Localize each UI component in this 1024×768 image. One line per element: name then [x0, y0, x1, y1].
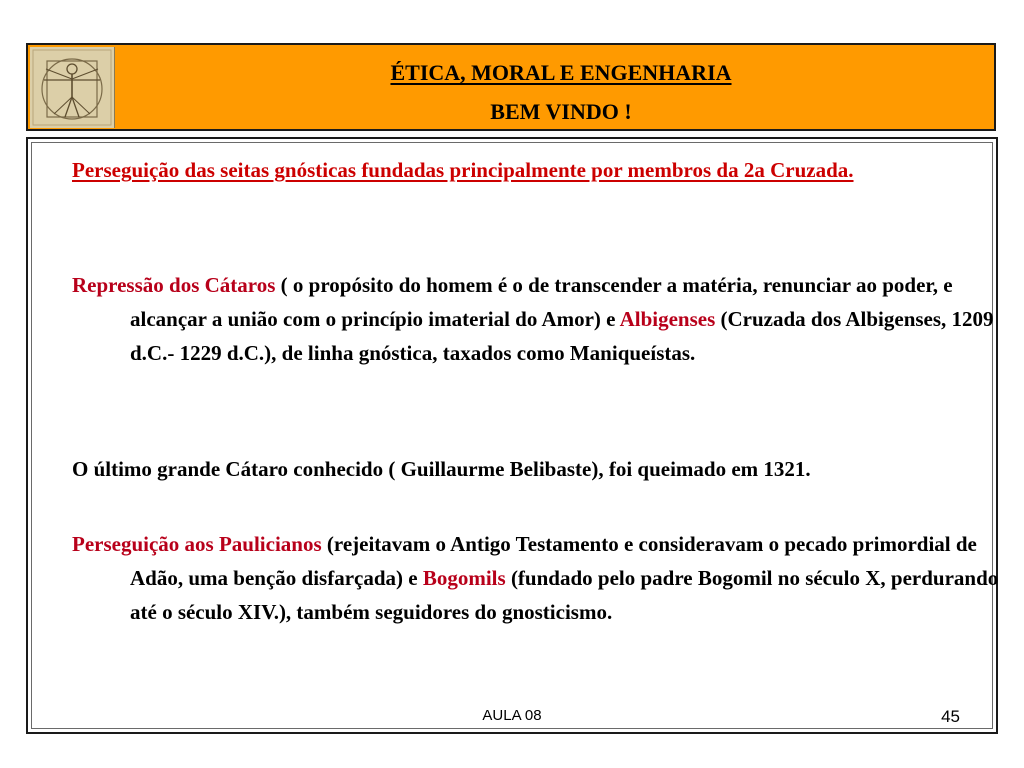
vitruvian-man-icon: [30, 47, 115, 128]
cathars-heading: Repressão dos Cátaros: [72, 273, 276, 297]
slide-title: ÉTICA, MORAL E ENGENHARIA: [390, 60, 732, 85]
bogomils-term: Bogomils: [422, 566, 506, 590]
gnostic-sects-heading: Perseguição das seitas gnósticas fundadas principalmente por membros da 2a Cruzada.: [72, 158, 854, 182]
last-cathar-text: O último grande Cátaro conhecido ( Guillaurme Belibaste), foi queimado em 1321.: [72, 457, 811, 481]
page-number: 45: [941, 707, 960, 726]
cathars-text: ( o propósito do homem é o de transcender a matéria, renunciar ao poder, e alcançar a união com o princípio imaterial do Amor) e: [130, 273, 953, 331]
footer-lesson-label: AULA 08: [482, 707, 542, 724]
paulicians-text: (rejeitavam o Antigo Testamento e consideravam o pecado primordial de Adão, uma benção disfarçada) e: [130, 532, 977, 590]
bogomils-text: (fundado pelo padre Bogomil no século X, perdurando até o século XIV.), também seguidores do gnosticismo.: [130, 566, 999, 624]
paragraph-cathars: [72, 268, 1024, 370]
content-inner-border: [31, 142, 993, 729]
albigenses-term: Albigenses: [619, 307, 716, 331]
paragraph-last-cathar: [72, 452, 1024, 486]
paulicians-heading: Perseguição aos Paulicianos: [72, 532, 322, 556]
slide-header: [26, 43, 996, 131]
content-box: [26, 137, 998, 734]
paragraph-gnostic-sects: [72, 153, 1024, 187]
albigenses-text: (Cruzada dos Albigenses, 1209 d.C.- 1229 d.C.), de linha gnóstica, taxados como Maniqueístas.: [130, 307, 994, 365]
paragraph-paulicians: [72, 527, 1024, 629]
slide-subtitle: BEM VINDO !: [490, 99, 632, 124]
